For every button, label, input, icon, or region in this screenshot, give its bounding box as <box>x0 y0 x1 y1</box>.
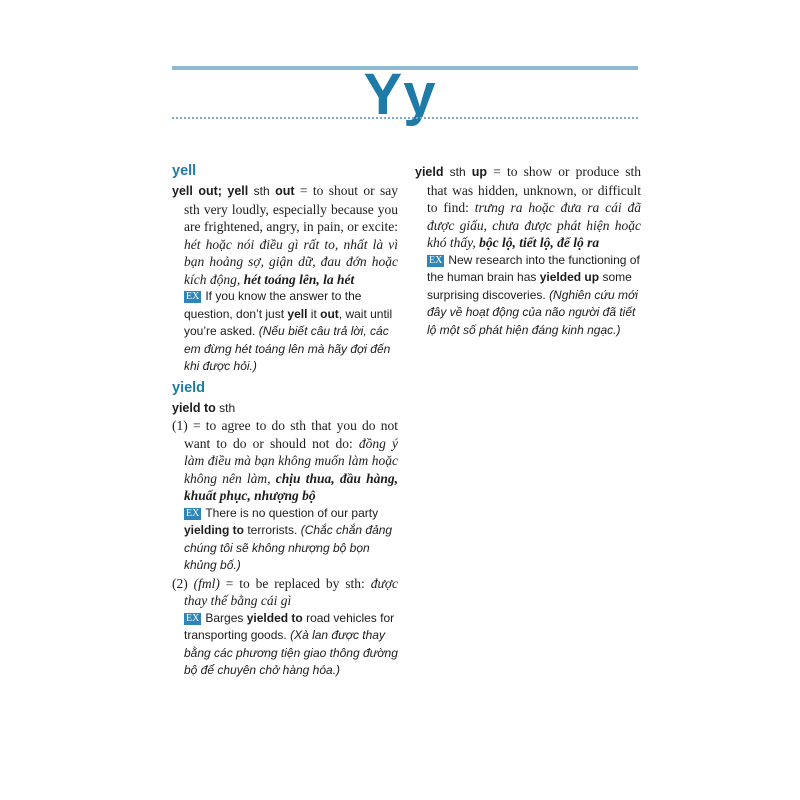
example-text: terrorists. <box>247 523 298 537</box>
definition-vi: đồng ý làm điều mà bạn không muốn làm hoặc không nên làm, <box>184 435 398 486</box>
left-column <box>172 163 398 680</box>
example-text: Barges <box>205 610 244 625</box>
entry-yield-to <box>172 399 398 418</box>
definition-vi: được thay thế bằng cái gì <box>184 575 399 608</box>
example-translation: (Nếu biết câu trả lời, các em đừng hét toáng lên mà hãy đợi đến khi được hỏi.) <box>184 324 391 373</box>
translation-vi: chịu thua, đầu hàng, khuất phục, nhượng bộ <box>184 470 399 503</box>
translation-vi: hét toáng lên, la hét <box>243 271 355 287</box>
translation-vi: bộc lộ, tiết lộ, để lộ ra <box>479 235 600 250</box>
example-sense-2 <box>172 610 398 680</box>
example-badge: EX <box>186 612 200 624</box>
entry-yell-out <box>172 182 398 288</box>
phrasal-particle: out <box>275 184 295 198</box>
phrasal-verb: yield to <box>172 400 216 415</box>
phrasal-separator: ; <box>217 184 228 198</box>
definition-en: = to show or produce sth that was hidden, unknown, or difficult to find: <box>427 164 641 215</box>
definition-en: = to agree to do sth that you do not want to do or should not do: <box>184 418 399 451</box>
sense-1 <box>172 417 398 505</box>
entry-yield-up <box>415 163 641 252</box>
example-yield-up <box>415 252 641 340</box>
sth-marker: sth <box>253 184 270 198</box>
section-letter: Yy <box>363 62 437 127</box>
sense-number: (2) <box>172 575 188 591</box>
phrasal-verb: yell out <box>172 184 218 198</box>
example-text: New research into the functioning of the human brain has <box>427 252 640 284</box>
definition-en: = to be replaced by sth: <box>225 575 365 591</box>
definition-vi: trưng ra hoặc đưa ra cái đã được giấu, chưa được phát hiện hoặc khó thấy, <box>427 200 641 250</box>
phrasal-verb: yell <box>227 184 249 198</box>
sense-number: (1) <box>172 418 188 433</box>
headword-yell: yell <box>172 163 197 179</box>
phrasal-particle: up <box>471 165 488 179</box>
example-text: it <box>310 306 317 321</box>
example-badge: EX <box>186 507 200 519</box>
example-sense-1 <box>172 505 398 575</box>
definition-en: = to shout or say sth very loudly, especially because you are frightened, angry, in pain, or excite: <box>184 183 399 234</box>
example-text: road vehicles for transporting goods. <box>184 610 395 642</box>
headword-yield: yield <box>172 379 206 396</box>
definition-vi: hét hoặc nói điều gì rất to, nhất là vì bạn hoảng sợ, giận dữ, đau đớn hoặc kích động, <box>184 236 398 287</box>
example-text: There is no question of our party <box>205 505 379 520</box>
right-column <box>415 163 641 339</box>
example-badge: EX <box>186 291 200 302</box>
sense-2 <box>172 575 398 610</box>
example-translation: (Nghiên cứu mới đây về hoạt động của não người đã tiết lộ một số phát hiện đáng kinh ngạc.) <box>427 287 638 337</box>
example-text: , wait until you’re asked. <box>184 306 393 338</box>
example-translation: (Xà lan được thay bằng các phương tiện giao thông đường bộ để chuyên chở hàng hóa.) <box>184 628 398 677</box>
dotted-rule <box>172 117 638 119</box>
example-keyword: yielding to <box>184 523 244 537</box>
example-keyword: out <box>320 306 339 321</box>
example-text: If you know the answer to the question, don’t just <box>184 289 362 321</box>
example-translation: (Chắc chắn đảng chúng tôi sẽ không nhượng bộ bọn khủng bố.) <box>184 523 393 572</box>
example-keyword: yell <box>287 306 308 321</box>
example-badge: EX <box>429 254 443 266</box>
phrasal-verb: yield <box>415 165 444 179</box>
example-keyword: yielded up <box>539 270 600 284</box>
example-keyword: yielded to <box>246 610 303 625</box>
example-yell-out <box>172 288 398 376</box>
example-text: some surprising discoveries. <box>427 270 632 302</box>
sth-marker: sth <box>449 165 466 179</box>
sth-marker: sth <box>219 400 236 415</box>
register-label: (fml) <box>193 575 220 591</box>
